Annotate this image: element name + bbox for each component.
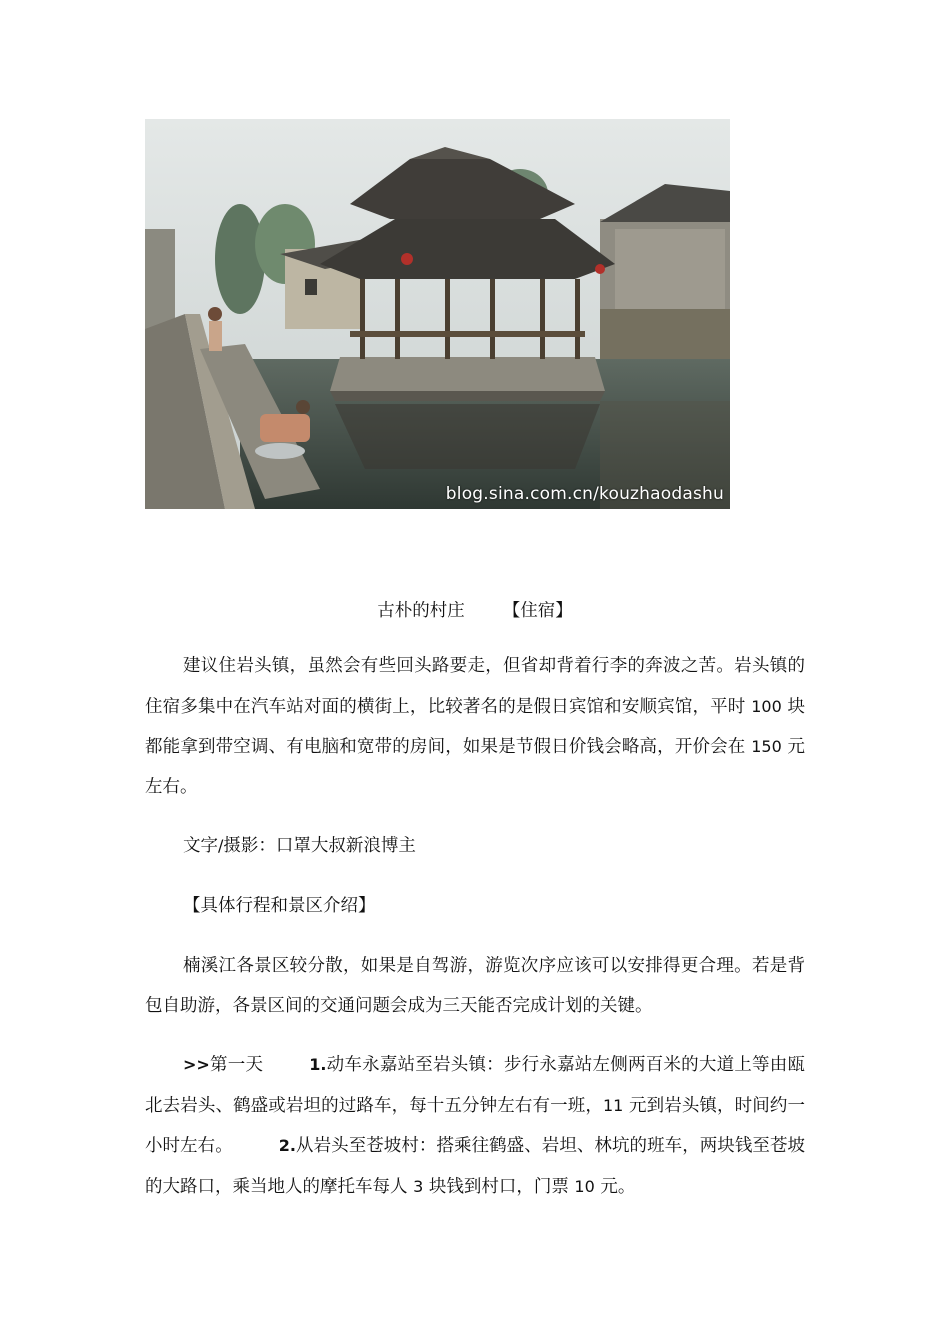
village-photo	[145, 119, 730, 509]
photo-watermark: blog.sina.com.cn/kouzhaodashu	[445, 484, 724, 504]
step-2-text-a: 从岩头至苍坡村：搭乘往鹤盛、岩坦、林坑的班车，两块钱至苍坡的大路口，乘当地人的摩托车每人	[145, 1136, 806, 1197]
fare-3: 3	[413, 1176, 424, 1196]
fare-11: 11	[602, 1095, 624, 1115]
lodging-text-c: 元左右。	[145, 737, 805, 797]
caption-title: 古朴的村庄	[377, 601, 465, 621]
ticket-10: 10	[574, 1176, 595, 1196]
step-2-text-b: 块钱到村口，门票	[428, 1176, 569, 1197]
village-pavilion-illustration	[145, 119, 730, 509]
overview-paragraph: 楠溪江各景区较分散，如果是自驾游，游览次序应该可以安排得更合理。若是背包自助游，各景区间的交通问题会成为三天能否完成计划的关键。	[145, 956, 805, 1016]
step-2-number: 2.	[278, 1136, 296, 1155]
lodging-text-a: 建议住岩头镇，虽然会有些回头路要走，但省却背着行李的奔波之苦。岩头镇的住宿多集中在汽车站对面的横街上，比较著名的是假日宾馆和安顺宾馆，平时	[145, 656, 805, 717]
price-100: 100	[751, 696, 782, 716]
step-2-text-c: 元。	[600, 1176, 636, 1197]
itinerary-heading: 【具体行程和景区介绍】	[183, 896, 376, 916]
price-150: 150	[751, 737, 782, 756]
lodging-text-b: 块都能拿到带空调、有电脑和宽带的房间，如果是节假日价钱会略高，开价会在	[145, 696, 805, 757]
lodging-paragraph	[145, 647, 805, 807]
credit-prefix: 文字	[183, 836, 218, 856]
credit-slash: /	[218, 836, 224, 855]
section-heading-lodging: 【住宿】	[502, 601, 573, 621]
step-1-text-a: 动车永嘉站至岩头镇：步行永嘉站左侧两百米的大道上等由瓯北去岩头、鹤盛或岩坦的过路车，每十五分钟左右有一班，	[145, 1055, 806, 1116]
step-1-number: 1.	[309, 1055, 327, 1074]
credit-author: 摄影：口罩大叔新浪博主	[223, 836, 416, 856]
credit-line	[145, 826, 805, 867]
day-label: 第一天	[209, 1055, 264, 1075]
day-marker: >>	[183, 1055, 210, 1074]
photo-caption	[0, 597, 950, 622]
day-one-paragraph	[145, 1045, 805, 1207]
step-1-text-b: 元到岩头镇，时间约一小时左右。	[145, 1095, 805, 1156]
